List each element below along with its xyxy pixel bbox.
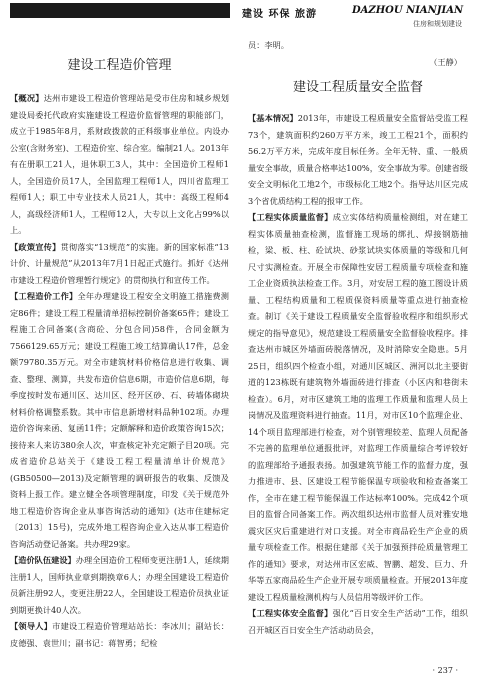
para-text: 强化“百日安全生产活动”工作，组织召开城区百日安全生产活动动员会， — [248, 608, 468, 635]
left-column — [10, 56, 229, 651]
left-para-team — [10, 552, 229, 618]
para-text: 成立实体结构质量检测组，对在建工程实体质量抽查检测，监督施工现场的绑扎、焊接钢筋抽检，梁、板、柱、砼试块、砂浆试块实体质量的等级和几何尺寸实测检查。开展全市保障性安居工程质量专项检查和施工企业资质执法检查工作。3月，对安居工程的施工图设计质量、工程结构质量和工程质保资料质量等重点进行抽查检查。制订《关于建设工程质量安全监督验收程序和组织形式规定的指导意见》，规范建设工程质量安全监督验收程序。排查达州市城区外墙面砖脱落情况，及时消除安全隐患。5月25日，组织四个检查小组，对通川区城区、洲河以北主要街道的123栋既有建筑物外墙面砖进行排查（小区内和巷街未检查）。6月，对市区建筑工地的监理工作质量和监理人员上岗情况及监理资料进行抽查。11月，对市区10个监理企业、14个项目监理部进行检查，对个别管理较差、监理人员配备不完善的监理单位通报批评，对监理工作质量综合考评较好的监理部给予通报表扬。加强建筑节能工作的监督力度，强力推进市、县、区建设工程节能保温专项验收和检查备案工作，全市在建工程节能保温工作达标率100%。完成42个项目的监督合同备案工作。两次组织达州市监督人员对雅安地震灾区灾后重建进行对口支援。对全市商品砼生产企业的质量专项检查工作。根据住建部《关于加强预拌砼质量管理工作的通知》要求，对达州市区宏威、智鹏、超发、巨力、升华等五家商品砼生产企业开展专项质量检查。开展2013年度建设工程质量检测机构与人员信用等级评价工作。 — [248, 212, 468, 602]
right-article-title: 建设工程质量安全监督 — [292, 80, 423, 95]
page-number: · 237 · — [432, 666, 458, 675]
para-tag: 【造价队伍建设】 — [10, 555, 76, 565]
left-para-cost-work — [10, 288, 229, 552]
para-tag: 【概况】 — [10, 93, 44, 103]
para-text: 贯彻落实“13规范”的实施。新的国家标准“13计价、计量规范”从2013年7月1日起正式施行。抓好《达州市建设工程造价管理暂行规定》的贯彻执行和宣传工作。 — [10, 241, 229, 285]
header-magazine: DAZHOU NIANJIAN — [352, 5, 464, 16]
author-credit: （王静） — [429, 56, 462, 67]
para-text: 2013年，市建设工程质量安全监督站受监工程73个，建筑面积约260万平方米，竣工工程21个，面积约56.2万平方米，完成年度目标任务。全年无特、重、一般质量安全事故，质量合格率达100%，安全事故为零。创建省级安全文明标化工地2个，市级标化工地2个。指导达川区完成3个省优质结构工程的报审工作。 — [248, 113, 468, 206]
para-tag: 【领导人】 — [10, 621, 53, 631]
header-subsection: 住房和规划建设 — [413, 20, 462, 28]
left-para-policy — [10, 239, 229, 289]
right-para-basic — [248, 110, 468, 209]
page-header — [0, 0, 478, 28]
para-text: 全年办理建设工程安全文明施工措施费测定86件；建设工程工程量清单招标控制价备案65件；建设工程施工合同备案(含商砼、分包合同)58件，合同金额为7566129.65万元；建设工程施工竣工结算确认17件，总金额79780.35万元。对全市建筑材料价格信息进行收集、调查、整理、测算，共发布造价信息6期，市造价信息6期，每季度按时发布通川区、达川区、经开区砂、石、砖墙体砌块材料价格调整系数。其中市信息新增材料品种102项。办理造价咨询来函、复函11件；定额解释和造价政策咨询15次；接待来人来访380余人次，审查核定补充定额子目20项。完成省造价总站关于《建设工程工程量清单计价规范》(GB50500—2013)及定额管理的调研报告的收集、反馈及资料上报工作。建立健全各项管理制度，印发《关于规范外地工程造价咨询企业从事咨询活动的通知》(达市住建标定〔2013〕15号)，完成外地工程咨询企业入达从事工程造价咨询活动登记备案。共办理29家。 — [10, 291, 229, 549]
para-tag: 【政策宣传】 — [10, 241, 61, 252]
left-para-overview — [10, 90, 229, 239]
para-text: 办理全国造价工程师变更注册1人，延续期注册1人，国师执业章到期换章6人；办理全国建设工程造价员新注册92人，变更注册22人，全国建设工程造价员执业证到期更换计40人次。 — [10, 555, 229, 615]
right-lead-text: 员：李明。 — [248, 40, 289, 50]
para-tag: 【基本情况】 — [248, 113, 298, 123]
right-para-safety — [248, 605, 468, 638]
para-text: 达州市建设工程造价管理站是受市住房和城乡规划建设局委托代政府实施建设工程造价监督管理的职能部门，成立于1985年8月，系财政拨款的正科级事业单位。内设办公室(含财务室)、工程造价室、综合室。编制21人。2013年有在册职工21人，退休职工3人，其中：全国造价工程师1人，全国造价员17人，全国监理工程师1人，四川省监理工程师1人；职工中专业技术人员21人，其中：高级工程师4人，高级经济师1人，工程师12人，大专以上文化占99%以上。 — [10, 93, 229, 235]
para-tag: 【工程造价工作】 — [10, 291, 78, 301]
right-column — [248, 37, 468, 638]
para-tag: 【工程实体质量监督】 — [248, 212, 333, 222]
left-para-leaders — [10, 618, 229, 651]
para-text: 市建设工程造价管理站站长：李冰川；副站长：皮德强、袁世川；副书记：蒋智勇；纪检 — [10, 621, 229, 648]
right-para-quality — [248, 209, 468, 605]
para-tag: 【工程实体安全监督】 — [248, 608, 333, 618]
header-section: 建设 环保 旅游 — [242, 9, 317, 20]
header-bar — [10, 3, 230, 18]
left-article-title: 建设工程造价管理 — [67, 58, 172, 73]
